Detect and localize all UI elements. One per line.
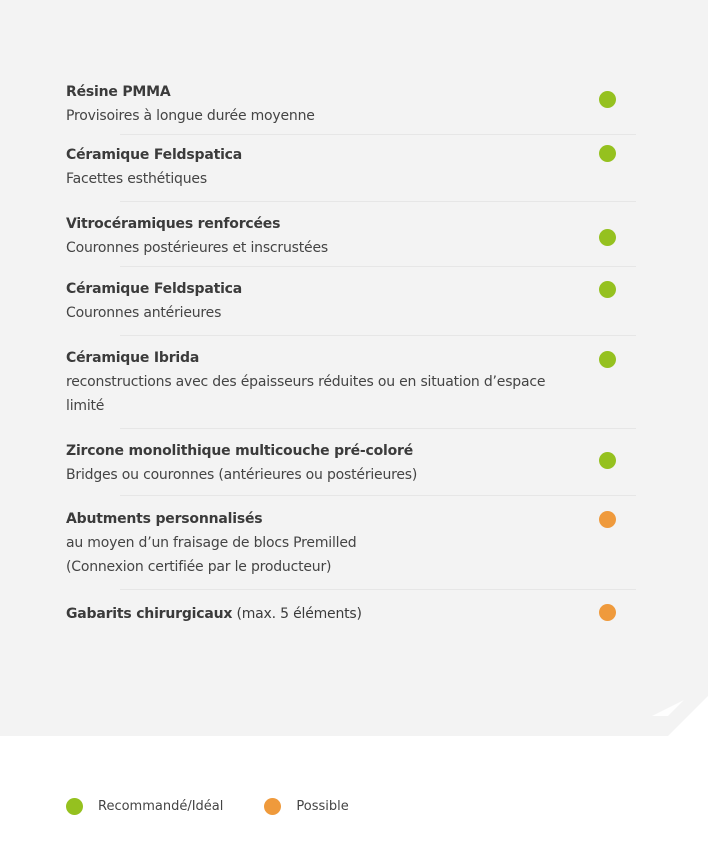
material-title	[66, 507, 576, 531]
material-description: (Connexion certifiée par le producteur)	[66, 559, 332, 575]
material-description: Facettes esthétiques	[66, 171, 207, 187]
material-item	[66, 135, 636, 201]
possible-dot-icon	[599, 604, 616, 621]
possible-dot-icon	[264, 798, 281, 815]
recommended-dot-icon	[599, 351, 616, 368]
legend-label-possible: Possible	[296, 799, 349, 814]
material-description: reconstructions avec des épaisseurs réduites ou en situation d’espace limité	[66, 374, 546, 414]
material-title-text: Gabarits chirurgicaux	[66, 606, 233, 622]
legend-label-recommended: Recommandé/Idéal	[98, 799, 224, 814]
material-description: Couronnes antérieures	[66, 305, 222, 321]
material-description: Provisoires à longue durée moyenne	[66, 108, 315, 124]
material-description: au moyen d’un fraisage de blocs Premilled	[66, 535, 357, 551]
material-title-suffix: (max. 5 éléments)	[232, 606, 362, 622]
legend-entry-possible	[264, 798, 348, 815]
recommended-dot-icon	[599, 91, 616, 108]
material-title	[66, 80, 576, 104]
material-title	[66, 212, 576, 236]
materials-list	[66, 72, 636, 634]
legend-entry-recommended	[66, 798, 223, 815]
possible-dot-icon	[599, 511, 616, 528]
page-fold-decoration	[628, 696, 708, 736]
material-title-text: Céramique Feldspatica	[66, 147, 243, 163]
material-description: Bridges ou couronnes (antérieures ou postérieures)	[66, 467, 418, 483]
recommended-dot-icon	[599, 281, 616, 298]
material-title	[66, 439, 576, 463]
material-title-text: Céramique Ibrida	[66, 350, 200, 366]
material-item	[66, 590, 636, 634]
recommended-dot-icon	[599, 452, 616, 469]
legend	[66, 798, 349, 815]
material-title	[66, 602, 576, 626]
material-title-text: Résine PMMA	[66, 84, 171, 100]
material-item	[66, 336, 636, 428]
material-title-text: Céramique Feldspatica	[66, 281, 243, 297]
material-item	[66, 202, 636, 266]
recommended-dot-icon	[599, 229, 616, 246]
material-title	[66, 277, 576, 301]
material-item	[66, 72, 636, 134]
material-item	[66, 496, 636, 589]
material-title-text: Zircone monolithique multicouche pré-coloré	[66, 443, 414, 459]
material-title-text: Abutments personnalisés	[66, 511, 263, 527]
material-item	[66, 267, 636, 335]
material-title	[66, 346, 576, 370]
recommended-dot-icon	[599, 145, 616, 162]
material-title-text: Vitrocéramiques renforcées	[66, 216, 281, 232]
material-description: Couronnes postérieures et inscrustées	[66, 240, 328, 256]
material-title	[66, 143, 576, 167]
recommended-dot-icon	[66, 798, 83, 815]
material-item	[66, 429, 636, 495]
